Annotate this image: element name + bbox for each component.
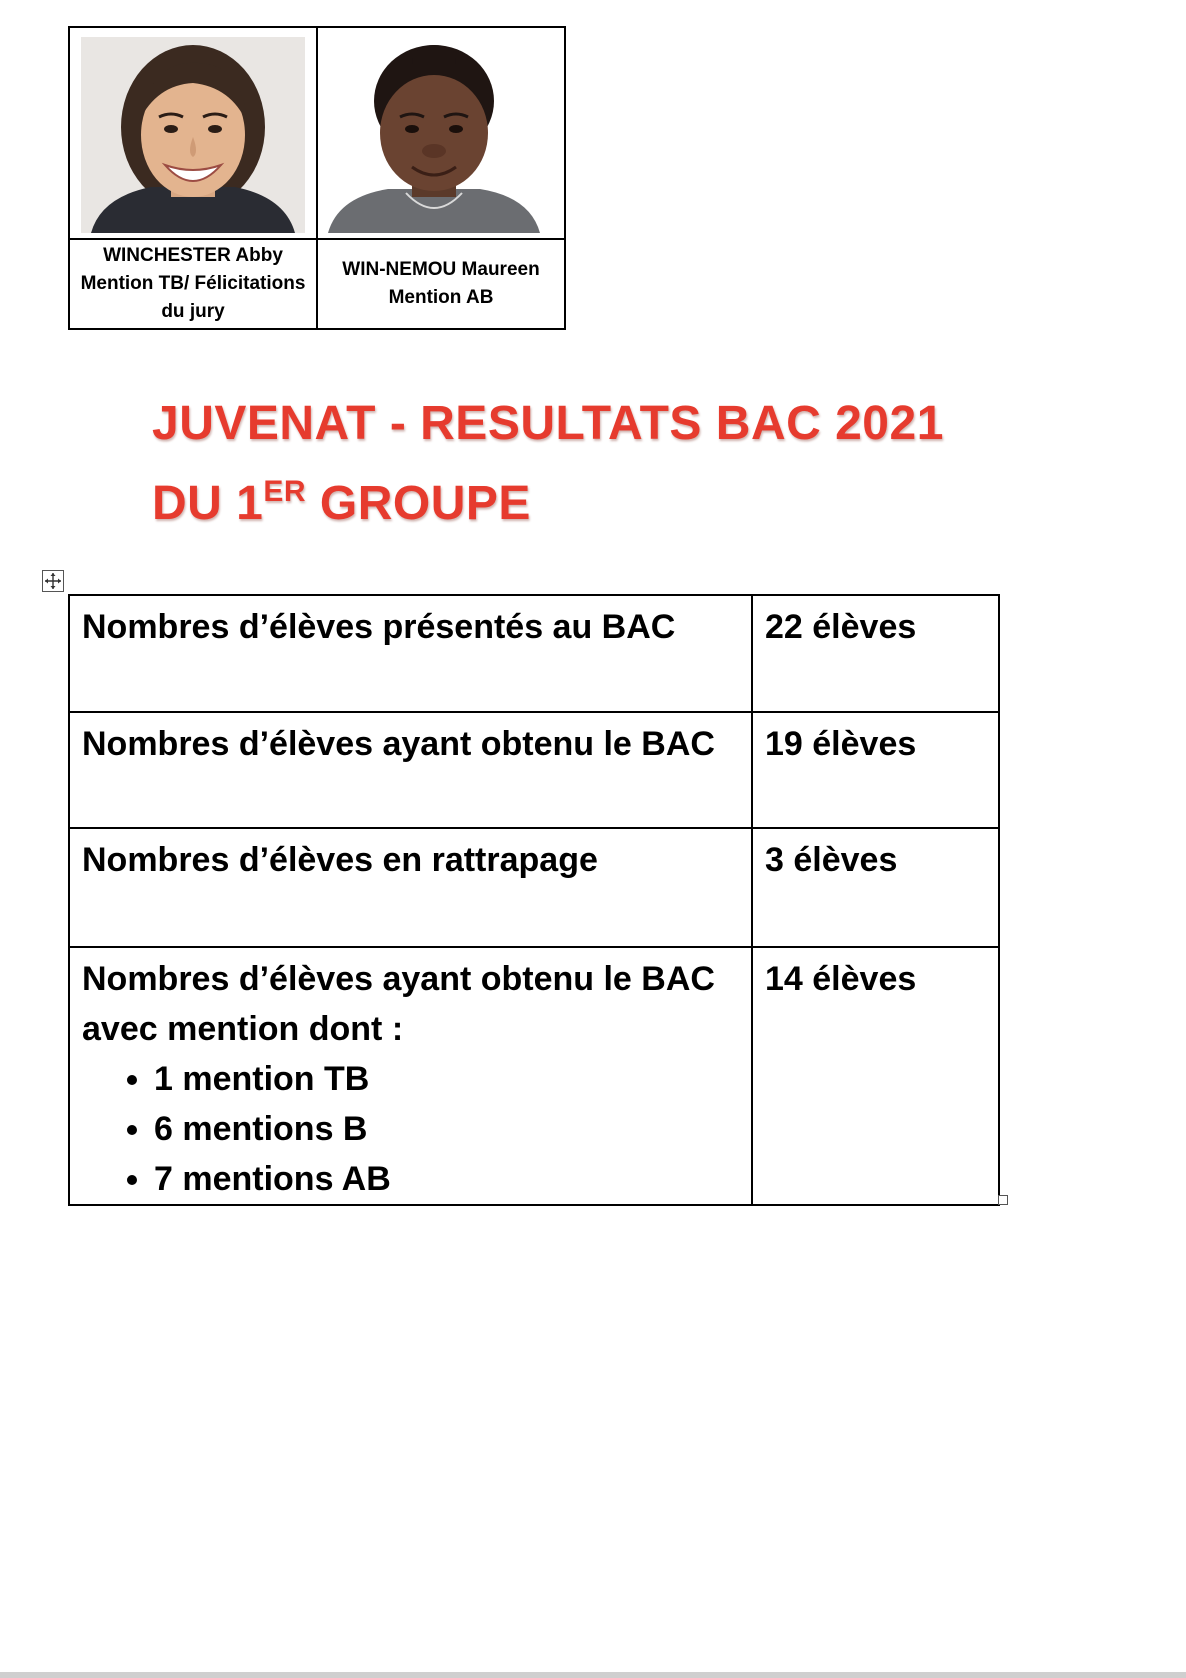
list-item: • 7 mentions AB <box>154 1154 739 1204</box>
move-arrows-glyph <box>44 572 62 590</box>
title-superscript: ER <box>263 475 307 508</box>
title-line-2 <box>152 464 944 544</box>
photo-cell-1 <box>69 27 317 239</box>
row-label: Nombres d’élèves ayant obtenu le BAC <box>69 712 752 828</box>
row-value: 22 élèves <box>752 595 999 712</box>
list-item: • 1 mention TB <box>154 1054 739 1104</box>
photo-table <box>68 26 566 330</box>
row-value: 14 élèves <box>752 947 999 1205</box>
row-value: 19 élèves <box>752 712 999 828</box>
student-name: WINCHESTER Abby <box>103 245 283 266</box>
student-mention: Mention TB/ Félicitations <box>80 273 306 294</box>
page-title <box>152 384 944 544</box>
table-row <box>69 712 999 828</box>
table-row <box>69 828 999 947</box>
row-label-with-list <box>69 947 752 1205</box>
table-row <box>69 947 999 1205</box>
caption-cell-2 <box>317 239 565 329</box>
title-line-2-prefix: DU 1 <box>152 477 264 530</box>
row-value: 3 élèves <box>752 828 999 947</box>
row-label: Nombres d’élèves présentés au BAC <box>69 595 752 712</box>
photo-cell-2 <box>317 27 565 239</box>
table-row <box>69 595 999 712</box>
list-item: • 6 mentions B <box>154 1104 739 1154</box>
student-name: WIN-NEMOU Maureen <box>342 259 540 280</box>
row-label: Nombres d’élèves ayant obtenu le BAC avec mention dont : <box>82 960 715 1048</box>
move-arrows-icon[interactable] <box>42 570 64 592</box>
mention-list <box>82 1054 739 1204</box>
title-line-1: JUVENAT - RESULTATS BAC 2021 <box>152 397 944 450</box>
page-bottom-divider <box>0 1672 1186 1678</box>
row-label: Nombres d’élèves en rattrapage <box>69 828 752 947</box>
portrait-photo-abby <box>81 37 305 233</box>
student-mention-continued: du jury <box>161 301 225 322</box>
student-mention: Mention AB <box>388 287 494 308</box>
results-table <box>68 594 1000 1206</box>
portrait-photo-maureen <box>328 37 540 233</box>
resize-square-icon[interactable] <box>998 1195 1008 1205</box>
caption-cell-1 <box>69 239 317 329</box>
title-line-2-suffix: GROUPE <box>306 477 531 530</box>
